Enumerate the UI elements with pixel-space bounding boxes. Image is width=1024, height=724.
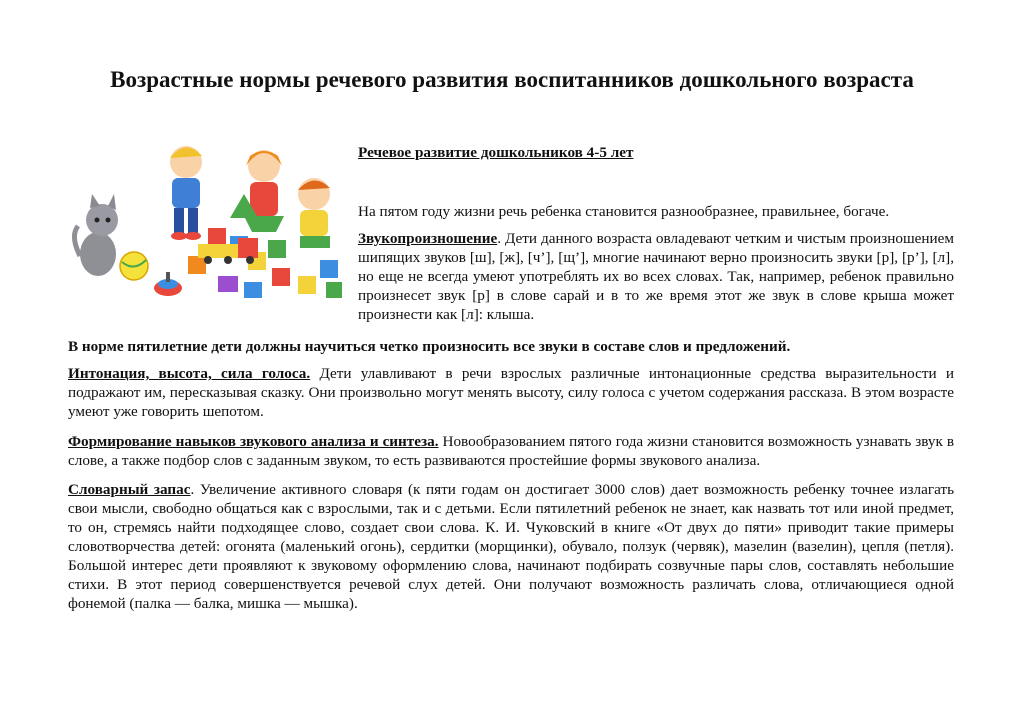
sound-paragraph bbox=[358, 229, 954, 324]
children-playing-illustration bbox=[68, 136, 350, 308]
intonation-paragraph bbox=[68, 364, 954, 421]
sound-text: . Дети данного возраста овладевают четким и чистым произношением шипящих звуков [ш], [ж], [ч’], [щ’], многие начинают верно произносить звуки [р], [р’], [л], но еще не всегда умеют употреблять их во всех словах. Так, например, ребенок правильно произнесет звук [р] в слове сарай и в то же время этот же звук в слове крыша может произнести как [л]: клыша. bbox=[358, 230, 954, 323]
intro-column bbox=[358, 143, 954, 332]
vocabulary-heading: Словарный запас bbox=[68, 481, 191, 498]
toy-train bbox=[198, 238, 258, 264]
sound-heading: Звукопроизношение bbox=[358, 230, 498, 247]
analysis-heading: Формирование навыков звукового анализа и синтеза. bbox=[68, 433, 439, 450]
analysis-text: Новообразованием пятого года жизни становится возможность узнавать звук в слове, а также подбор слов с заданным звуком, то есть развиваются простейшие формы звукового анализа. bbox=[68, 433, 954, 469]
vocabulary-text: . Увеличение активного словаря (к пяти годам он достигает 3000 слов) дает возможность ребенку точнее излагать свои мысли, свободно общаться как с взрослыми, так и с детьми. Если пятилетний ребенок не знает, как назвать тот или иной предмет, то он, стремясь найти подходящее слово, создает свои слова. К. И. Чуковский в книге «От двух до пяти» приводит такие примеры словотворчества детей: огонята (маленький огонь), сердитки (морщинки), обувало, ползук (червяк), мазелин (вазелин), цепля (петля). Большой интерес дети проявляют к звуковому оформлению слова, начинают подбирать созвучные пары слов, составлять небольшие стихи. В этот период совершенствуется речевой слух детей. Они получают возможность различать слова, отличающиеся одной фонемой (палка — балка, мишка — мышка). bbox=[68, 481, 954, 612]
page-title: Возрастные нормы речевого развития воспитанников дошкольного возраста bbox=[110, 67, 914, 92]
boy-figure-2 bbox=[298, 178, 330, 248]
boy-figure bbox=[170, 146, 202, 240]
vocabulary-paragraph bbox=[68, 480, 954, 613]
intonation-heading: Интонация, высота, сила голоса. bbox=[68, 365, 311, 382]
intonation-text: Дети улавливают в речи взрослых различные интонационные средства выразительности и подражают им, пересказывая сказку. Они произвольно могут менять высоту, силу голоса с учетом содержания рассказа. В этом возрасте умеют уже говорить шепотом. bbox=[68, 365, 954, 420]
cat-image bbox=[74, 194, 118, 276]
norm-statement: В норме пятилетние дети должны научиться четко произносить все звуки в составе слов и предложений. bbox=[68, 338, 791, 355]
analysis-paragraph bbox=[68, 432, 954, 470]
intro-paragraph: На пятом году жизни речь ребенка становится разнообразнее, правильнее, богаче. bbox=[358, 203, 890, 220]
girl-figure bbox=[244, 150, 284, 232]
section-subtitle: Речевое развитие дошкольников 4-5 лет bbox=[358, 144, 634, 161]
